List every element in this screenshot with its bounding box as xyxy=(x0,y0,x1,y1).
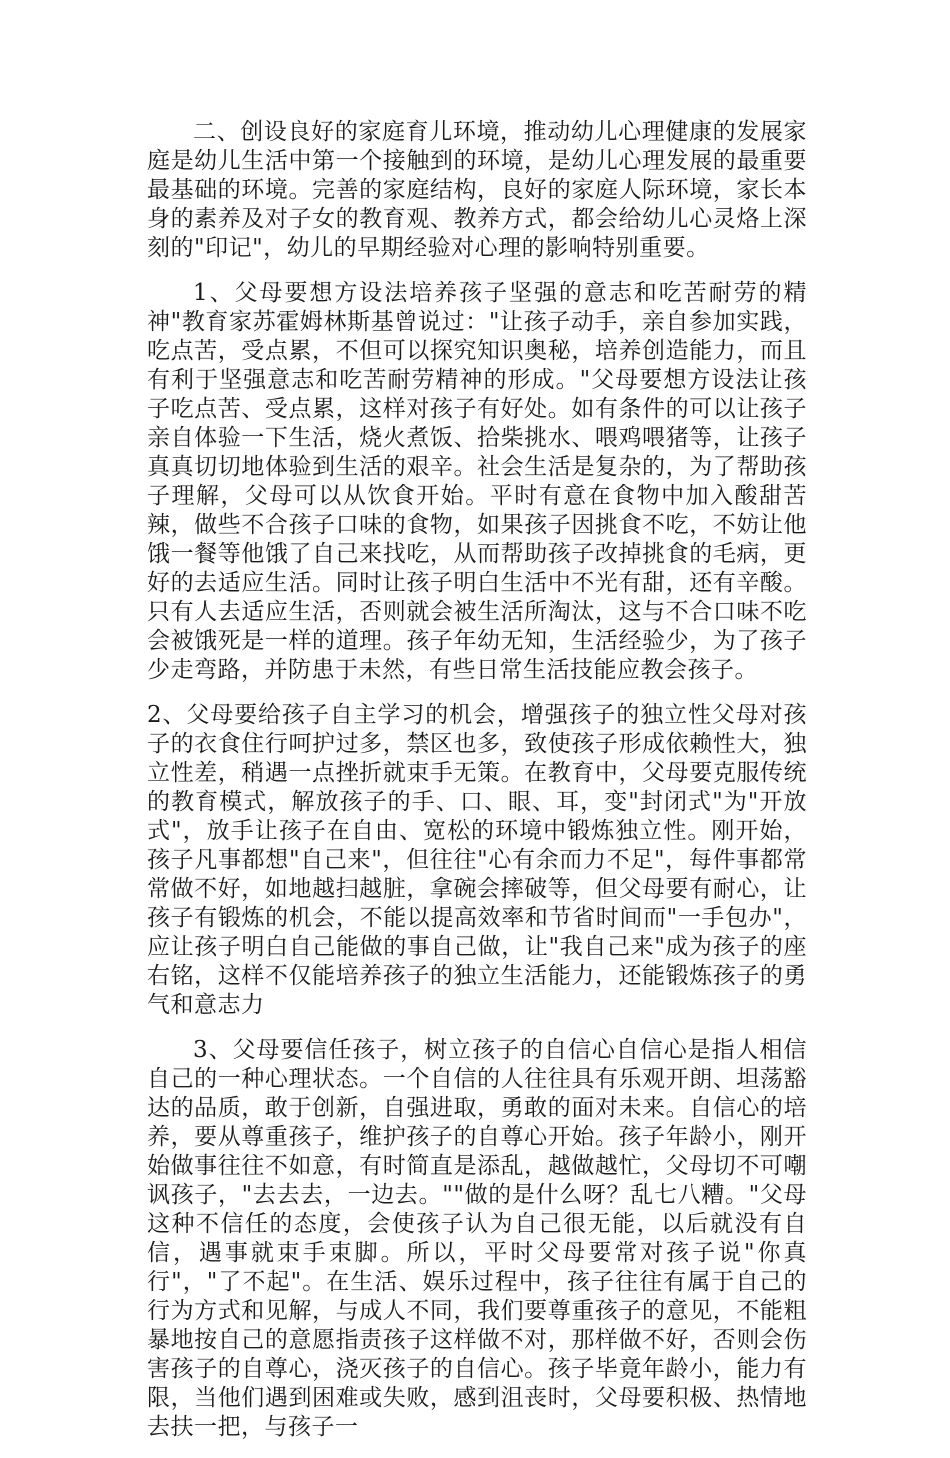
paragraph-independence: 2、父母要给孩子自主学习的机会，增强孩子的独立性父母对孩子的衣食住行呵护过多，禁区也多，致使孩子形成依赖性大，独立性差，稍遇一点挫折就束手无策。在教育中，父母要克服传统的教育模式，解放孩子的手、口、眼、耳，变"封闭式"为"开放式"，放手让孩子在自由、宽松的环境中锻炼独立性。刚开始，孩子凡事都想"自己来"，但往往"心有余而力不足"，每件事都常常做不好，如地越扫越脏，拿碗会摔破等，但父母要有耐心，让孩子有锻炼的机会，不能以提高效率和节省时间而"一手包办"，应让孩子明白自己能做的事自己做，让"我自己来"成为孩子的座右铭，这样不仅能培养孩子的独立生活能力，还能锻炼孩子的勇气和意志力 xyxy=(147,702,807,1018)
paragraph-confidence: 3、父母要信任孩子，树立孩子的自信心自信心是指人相信自己的一种心理状态。一个自信的人往往具有乐观开朗、坦荡豁达的品质，敢于创新，自强进取，勇敢的面对未来。自信心的培养，要从尊重孩子，维护孩子的自尊心开始。孩子年龄小，刚开始做事往往不如意，有时简直是添乱，越做越忙，父母切不可嘲讽孩子，"去去去，一边去。""做的是什么呀？乱七八糟。"父母这种不信任的态度，会使孩子认为自己很无能，以后就没有自信，遇事就束手束脚。所以，平时父母要常对孩子说"你真行"，"了不起"。在生活、娱乐过程中，孩子往往有属于自己的行为方式和见解，与成人不同，我们要尊重孩子的意见，不能粗暴地按自己的意愿指责孩子这样做不对，那样做不好，否则会伤害孩子的自尊心，浇灭孩子的自信心。孩子毕竟年龄小，能力有限，当他们遇到困难或失败，感到沮丧时，父母要积极、热情地去扶一把，与孩子一 xyxy=(147,1037,807,1440)
paragraph-willpower: 1、父母要想方设法培养孩子坚强的意志和吃苦耐劳的精神"教育家苏霍姆林斯基曾说过："让孩子动手，亲自参加实践，吃点苦，受点累，不但可以探究知识奥秘，培养创造能力，而且有利于坚强意志和吃苦耐劳精神的形成。"父母要想方设法让孩子吃点苦、受点累，这样对孩子有好处。如有条件的可以让孩子亲自体验一下生活，烧火煮饭、拾柴挑水、喂鸡喂猪等，让孩子真真切切地体验到生活的艰辛。社会生活是复杂的，为了帮助孩子理解，父母可以从饮食开始。平时有意在食物中加入酸甜苦辣，做些不合孩子口味的食物，如果孩子因挑食不吃，不妨让他饿一餐等他饿了自己来找吃，从而帮助孩子改掉挑食的毛病，更好的去适应生活。同时让孩子明白生活中不光有甜，还有辛酸。只有人去适应生活，否则就会被生活所淘汰，这与不合口味不吃会被饿死是一样的道理。孩子年幼无知，生活经验少，为了孩子少走弯路，并防患于未然，有些日常生活技能应教会孩子。 xyxy=(147,280,807,683)
paragraph-family-environment: 二、创设良好的家庭育儿环境，推动幼儿心理健康的发展家庭是幼儿生活中第一个接触到的环境，是幼儿心理发展的最重要最基础的环境。完善的家庭结构，良好的家庭人际环境，家长本身的素养及对子女的教育观、教养方式，都会给幼儿心灵烙上深刻的"印记"，幼儿的早期经验对心理的影响特别重要。 xyxy=(147,119,807,261)
document-page xyxy=(147,118,807,1458)
